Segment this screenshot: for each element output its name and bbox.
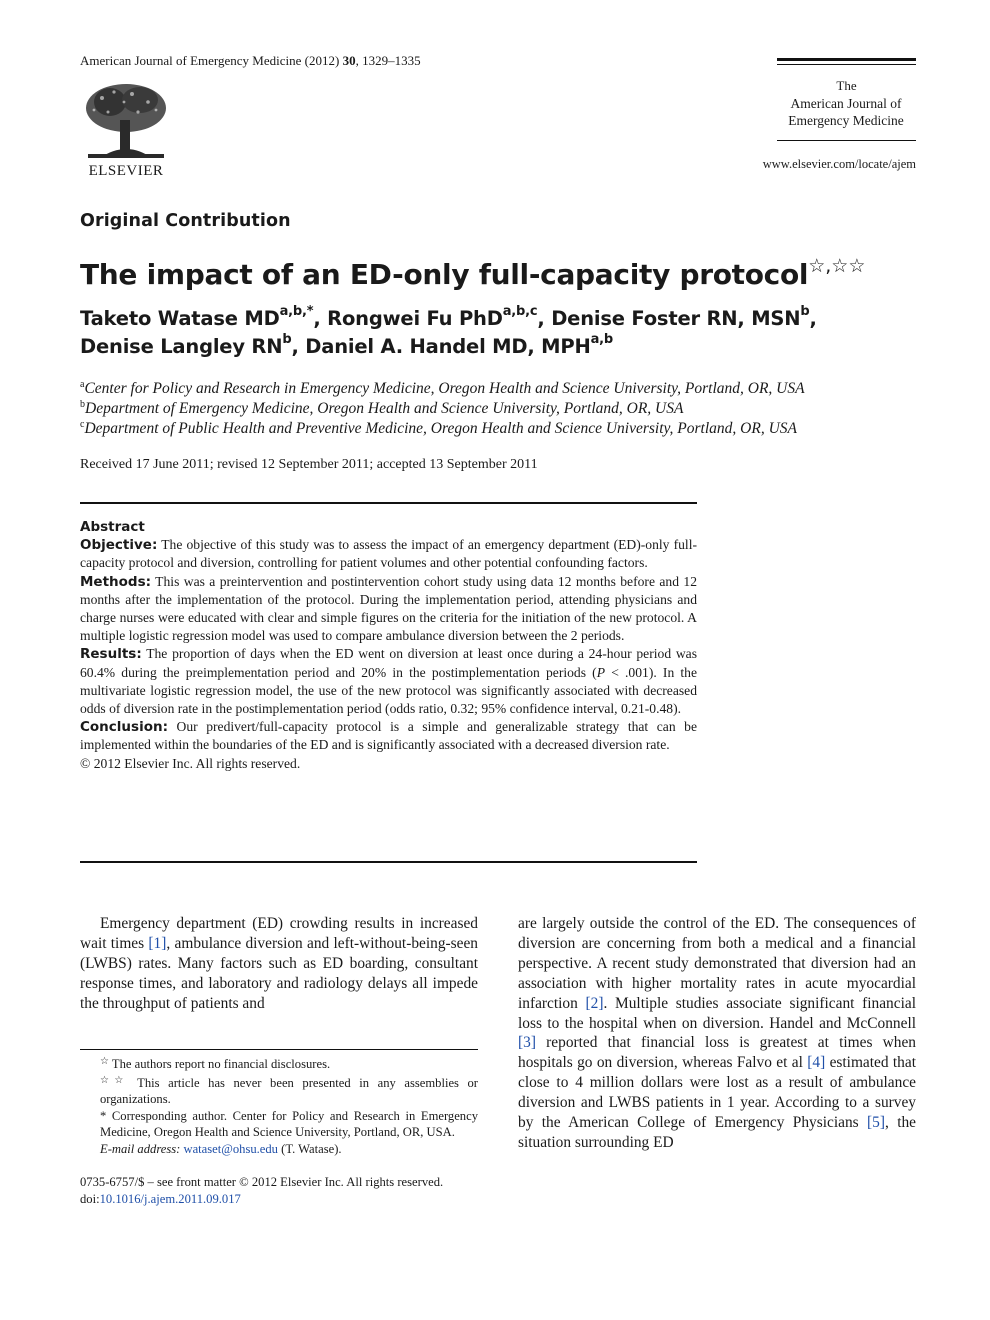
abstract-label: Methods: [80,573,152,590]
affiliation-text: Department of Emergency Medicine, Oregon Health and Science University, Portland, OR, USA [85,400,684,417]
issn-doi-block [80,1174,443,1208]
double-star-icon: ☆☆ [100,1074,129,1086]
affiliation-key: b [80,399,85,410]
journal-url[interactable]: www.elsevier.com/locate/ajem [762,157,916,171]
abstract-conclusion: Conclusion: Our predivert/full-capacity protocol is a simple and generalizable strategy that can be implemented within the boundaries of the ED and is significantly associated with a decreased diversion rate. [80,719,697,753]
doi-line: doi:10.1016/j.ajem.2011.09.017 [80,1192,241,1206]
author-affiliation-marker[interactable]: b [800,304,810,319]
affiliation-key: c [80,419,85,430]
issn-line: 0735-6757/$ – see front matter © 2012 Elsevier Inc. All rights reserved. [80,1175,444,1189]
title-footnote-stars-icon[interactable]: ☆,☆☆ [808,255,866,277]
journal-citation [80,53,421,69]
affiliation-a [80,380,805,398]
body-column-left [80,914,478,1014]
abstract-label: Results: [80,646,142,663]
email-link[interactable]: wataset@ohsu.edu [183,1141,278,1156]
journal-name-line2: Emergency Medicine [788,113,904,128]
journal-logo-the: The [836,78,857,93]
author-affiliation-marker[interactable]: a,b,c [502,304,538,319]
author-name: Taketo Watase MD [80,307,280,330]
citation-prefix: American Journal of Emergency Medicine (2012) [80,53,340,68]
body-paragraph: are largely outside the control of the ED. The consequences of diversion are concerning from both a medical and a financial perspective. A recent study demonstrated that diversion had an association with higher mortality rates in acute myocardial infarction [2]. Multiple studies associate significant financial loss to the hospital when on diversion. Handel and McConnell [3] reported that financial loss is greatest at times when hospitals go on diversion, whereas Falvo et al [4] estimated that close to 4 million dollars were lost as a result of ambulance diversion and LWBS patients in 1 year. According to a survey by the American College of Emergency Physicians [5], the situation surrounding ED [518,915,916,1151]
article-section-label: Original Contribution [80,211,291,231]
author-name: Denise Langley RN [80,335,283,358]
body-column-right [518,914,916,1153]
journal-logo-rule-bottom [777,140,916,141]
affiliation-key: a [80,379,85,390]
author-name: Daniel A. Handel MD, MPH [305,335,591,358]
affiliation-text: Center for Policy and Research in Emergency Medicine, Oregon Health and Science University, Portland, OR, USA [84,380,805,397]
author-affiliation-marker[interactable]: a,b [590,332,613,347]
reference-link[interactable]: [4] [807,1054,826,1072]
reference-link[interactable]: [1] [148,934,167,952]
asterisk-icon: * [100,1108,107,1123]
author-affiliation-marker[interactable]: b [282,332,292,347]
abstract-heading: Abstract [80,519,145,535]
article-title [80,255,865,291]
footnotes [80,1054,478,1157]
reference-link[interactable]: [3] [518,1034,536,1052]
abstract-methods: Methods: This was a preintervention and postintervention cohort study using data 12 months before and 12 months after the implementation of the protocol. During the implementation period, attending physicians and charge nurses were educated with clear and simple figures on the criteria for the initiation of the new protocol. A multiple logistic regression model was used to compare ambulance diversion between the 2 periods. [80,573,697,644]
author-name: Denise Foster RN, MSN [551,307,801,330]
footnote-disclosure: ☆ The authors report no financial disclosures. [100,1056,331,1071]
body-paragraph: Emergency department (ED) crowding results in increased wait times [1], ambulance diversion and left-without-being-seen (LWBS) rates. Many factors such as ED boarding, consultant response times, and laboratory and radiology delays all impede the throughput of patients and [80,915,478,1012]
affiliation-b [80,400,683,418]
abstract-rule-top [80,502,697,504]
affiliation-c [80,420,797,438]
article-history-dates: Received 17 June 2011; revised 12 September 2011; accepted 13 September 2011 [80,457,538,472]
footnote-presentation: ☆☆ This article has never been presented in any assemblies or organizations. [100,1074,479,1106]
star-icon: ☆ [100,1056,109,1067]
footnote-corresponding-author: * Corresponding author. Center for Policy and Research in Emergency Medicine, Oregon Health and Science University, Portland, OR, USA. [100,1108,478,1139]
author-affiliation-marker[interactable]: a,b,* [279,304,314,319]
reference-link[interactable]: [5] [867,1114,885,1132]
author-list: Taketo Watase $MD^{a,b,*}$, Rongwei Fu PhD$^{a,b,c}$, Denise Foster RN, MSN$^b$, Denise Langley $RN^b$, Daniel A. Handel MD, MPH$^{a,b}$ [80,304,817,358]
abstract [80,518,697,773]
author-name: Rongwei Fu PhD [327,307,503,330]
article-title-text: The impact of an ED-only full-capacity protocol [80,258,809,291]
reference-link[interactable]: [2] [585,994,604,1012]
footnote-rule [80,1049,478,1050]
journal-logo-rule-top [777,58,916,61]
journal-name-line1: American Journal of [790,96,902,111]
abstract-label: Objective: [80,537,158,554]
abstract-label: Conclusion: [80,719,168,736]
abstract-copyright: © 2012 Elsevier Inc. All rights reserved. [80,755,301,771]
abstract-rule-bottom [80,861,697,863]
journal-logo-name [770,95,922,129]
citation-volume: 30 [342,53,356,68]
journal-logo-rule-middle [777,64,916,65]
elsevier-wordmark: ELSEVIER [88,163,164,179]
affiliation-text: Department of Public Health and Preventive Medicine, Oregon Health and Science University, Portland, OR, USA [84,420,797,437]
abstract-objective: Objective: The objective of this study was to assess the impact of an emergency department (ED)-only full-capacity protocol and diversion, controlling for patient volumes and other potential confounding factors. [80,537,697,571]
abstract-results: Results: The proportion of days when the ED went on diversion at least once during a 24-hour period was 60.4% during the preimplementation period and 20% in the postimplementation periods (P < .001). In the multivariate logistic regression model, the use of the new protocol was significantly associated with decreased odds of diversion rate in the postimplementation period (odds ratio, 0.32; 95% confidence interval, 0.21-0.48). [80,646,698,717]
email-label: E-mail address: [100,1141,181,1156]
doi-link[interactable]: 10.1016/j.ajem.2011.09.017 [99,1192,241,1206]
citation-pages: , 1329–1335 [355,53,421,68]
footnote-email: E-mail address: wataset@ohsu.edu (T. Watase). [100,1141,342,1156]
